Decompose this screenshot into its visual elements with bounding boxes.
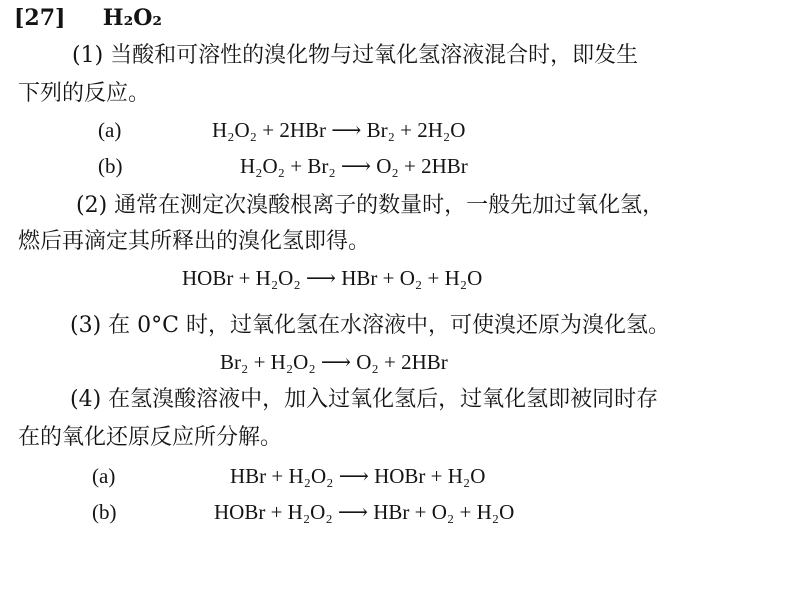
- problem-title: H₂O₂: [102, 5, 163, 31]
- equation-label: (a): [92, 464, 116, 488]
- problem-header: [14, 4, 162, 32]
- equation-label: (b): [92, 500, 117, 524]
- section-1-line-2: 下列的反应。: [18, 81, 151, 106]
- section-2-line-1: (2) 通常在测定次溴酸根离子的数量时，一般先加过氧化氢，: [76, 193, 665, 218]
- equation-1b: H₂O₂ + Br₂ ⟶ O₂ + 2HBr: [240, 154, 468, 178]
- problem-number: [27]: [14, 5, 66, 31]
- equation-4a: HBr + H₂O₂ ⟶ HOBr + H₂O: [230, 464, 486, 488]
- section-4-line-1: (4) 在氢溴酸溶液中，加入过氧化氢后，过氧化氢即被同时存: [70, 387, 659, 412]
- equation-label: (b): [98, 154, 123, 178]
- equation-2: HOBr + H₂O₂ ⟶ HBr + O₂ + H₂O: [182, 266, 483, 290]
- section-3-line-1: (3) 在 0°C 时，过氧化氢在水溶液中，可使溴还原为溴化氢。: [70, 313, 670, 338]
- section-1-line-1: (1) 当酸和可溶性的溴化物与过氧化氢溶液混合时，即发生: [72, 43, 639, 68]
- section-2-line-2: 燃后再滴定其所释出的溴化氢即得。: [18, 229, 371, 254]
- equation-label: (a): [98, 118, 122, 142]
- equation-1a: H₂O₂ + 2HBr ⟶ Br₂ + 2H₂O: [212, 118, 466, 142]
- section-4-line-2: 在的氧化还原反应所分解。: [18, 425, 283, 450]
- equation-4b: HOBr + H₂O₂ ⟶ HBr + O₂ + H₂O: [214, 500, 515, 524]
- equation-3: Br₂ + H₂O₂ ⟶ O₂ + 2HBr: [220, 350, 448, 374]
